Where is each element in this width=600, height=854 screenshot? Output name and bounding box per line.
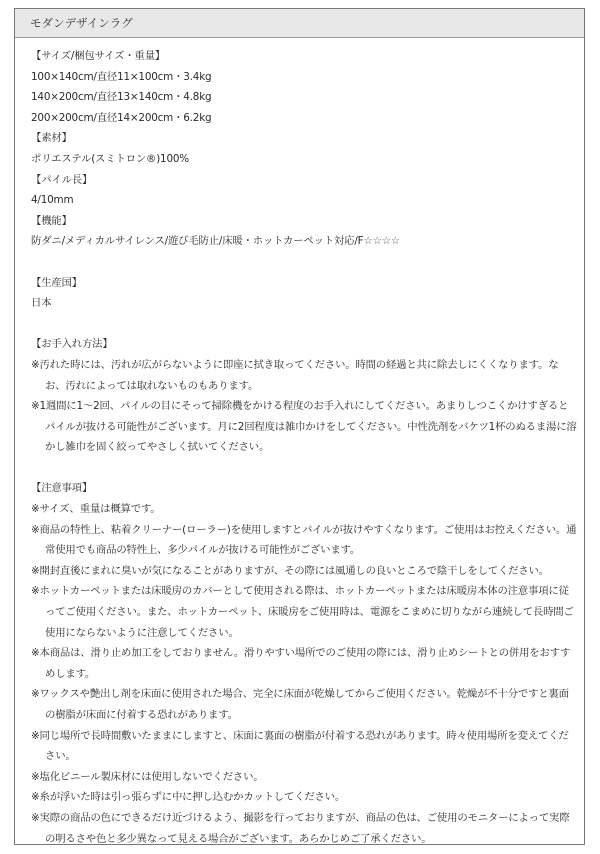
size-item: 200×200cm/直径14×200cm・6.2kg: [31, 111, 212, 124]
size-item: 100×140cm/直径11×100cm・3.4kg: [31, 70, 212, 83]
caution-heading: 【注意事項】: [31, 482, 93, 495]
material-value: ポリエステル(スミトロン®)100%: [31, 152, 189, 165]
size-item: 140×200cm/直径13×140cm・4.8kg: [31, 91, 212, 104]
pile-value: 4/10mm: [31, 194, 74, 207]
caution-note: ※サイズ、重量は概算です。: [31, 503, 161, 516]
spec-panel: [14, 8, 585, 845]
caution-note: ※同じ場所で長時間敷いたままにしますと、床面に裏面の樹脂が付着する恐れがあります。時々使用場所を変えてください。: [31, 729, 569, 763]
caution-note: ※本商品は、滑り止め加工をしておりません。滑りやすい場所でのご使用の際には、滑り止めシートとの併用をおすすめします。: [31, 647, 571, 680]
formaldehyde-rating: ☆☆☆☆: [363, 235, 400, 248]
pile-heading: 【パイル長】: [31, 173, 93, 186]
care-note: ※1週間に1～2回、パイルの目にそって掃除機をかける程度のお手入れにしてください。あまりしつこくかけすぎるとパイルが抜ける可能性がございます。月に2回程度は雑巾かけをしてください。中性洗剤をバケツ1杯のぬるま湯に溶かし雑巾を固く絞ってやさしく拭いてください。: [31, 400, 577, 454]
function-line: [31, 231, 578, 252]
caution-note: ※ホットカーペットまたは床暖房のカバーとして使用される際は、ホットカーペットまたは床暖房本体の注意事項に従ってご使用ください。また、ホットカーペット、床暖房をご使用時は、電源をこまめに切りながら連続して長時間ご使用にならないように注意してください。: [31, 585, 574, 639]
origin-value: 日本: [31, 297, 52, 310]
spec-content: [15, 38, 584, 849]
caution-note: ※ワックスや艶出し剤を床面に使用された場合、完全に床面が乾燥してからご使用ください。乾燥が不十分ですと裏面の樹脂が床面に付着する恐れがあります。: [31, 688, 569, 721]
size-heading: 【サイズ/梱包サイズ・重量】: [31, 50, 166, 62]
care-heading: 【お手入れ方法】: [31, 338, 113, 351]
care-note: ※汚れた時には、汚れが広がらないように即座に拭き取ってください。時間の経過と共に除去しにくくなります。なお、汚れによっては取れないものもあります。: [31, 358, 559, 392]
material-heading: 【素材】: [31, 132, 72, 145]
panel-title: モダンデザインラグ: [15, 9, 584, 38]
spacer: [31, 458, 578, 479]
origin-heading: 【生産国】: [31, 276, 82, 289]
spacer: [31, 314, 578, 335]
function-heading: 【機能】: [31, 214, 72, 227]
caution-note: ※実際の商品の色にできるだけ近づけるよう、撮影を行っておりますが、商品の色は、ご使用のモニターによって実際の明るさや色と多少異なって見える場合がございます。あらかじめご了承ください。: [31, 811, 570, 845]
caution-note: ※塩化ビニール製床材には使用しないでください。: [31, 770, 264, 783]
caution-note: ※商品の特性上、粘着クリーナー(ローラー)を使用しますとパイルが抜けやすくなります。ご使用はお控えください。通常使用でも商品の特性上、多少パイルが抜ける可能性がございます。: [31, 523, 577, 557]
spacer: [31, 252, 578, 273]
caution-note: ※開封直後にまれに臭いが気になることがありますが、その際には風通しの良いところで陰干しをしてください。: [31, 564, 549, 577]
function-value: 防ダニ/メディカルサイレンス/遊び毛防止/床暖・ホットカーペット対応/F: [31, 235, 364, 248]
caution-note: ※糸が浮いた時は引っ張らずに中に押し込むかカットしてください。: [31, 791, 346, 804]
